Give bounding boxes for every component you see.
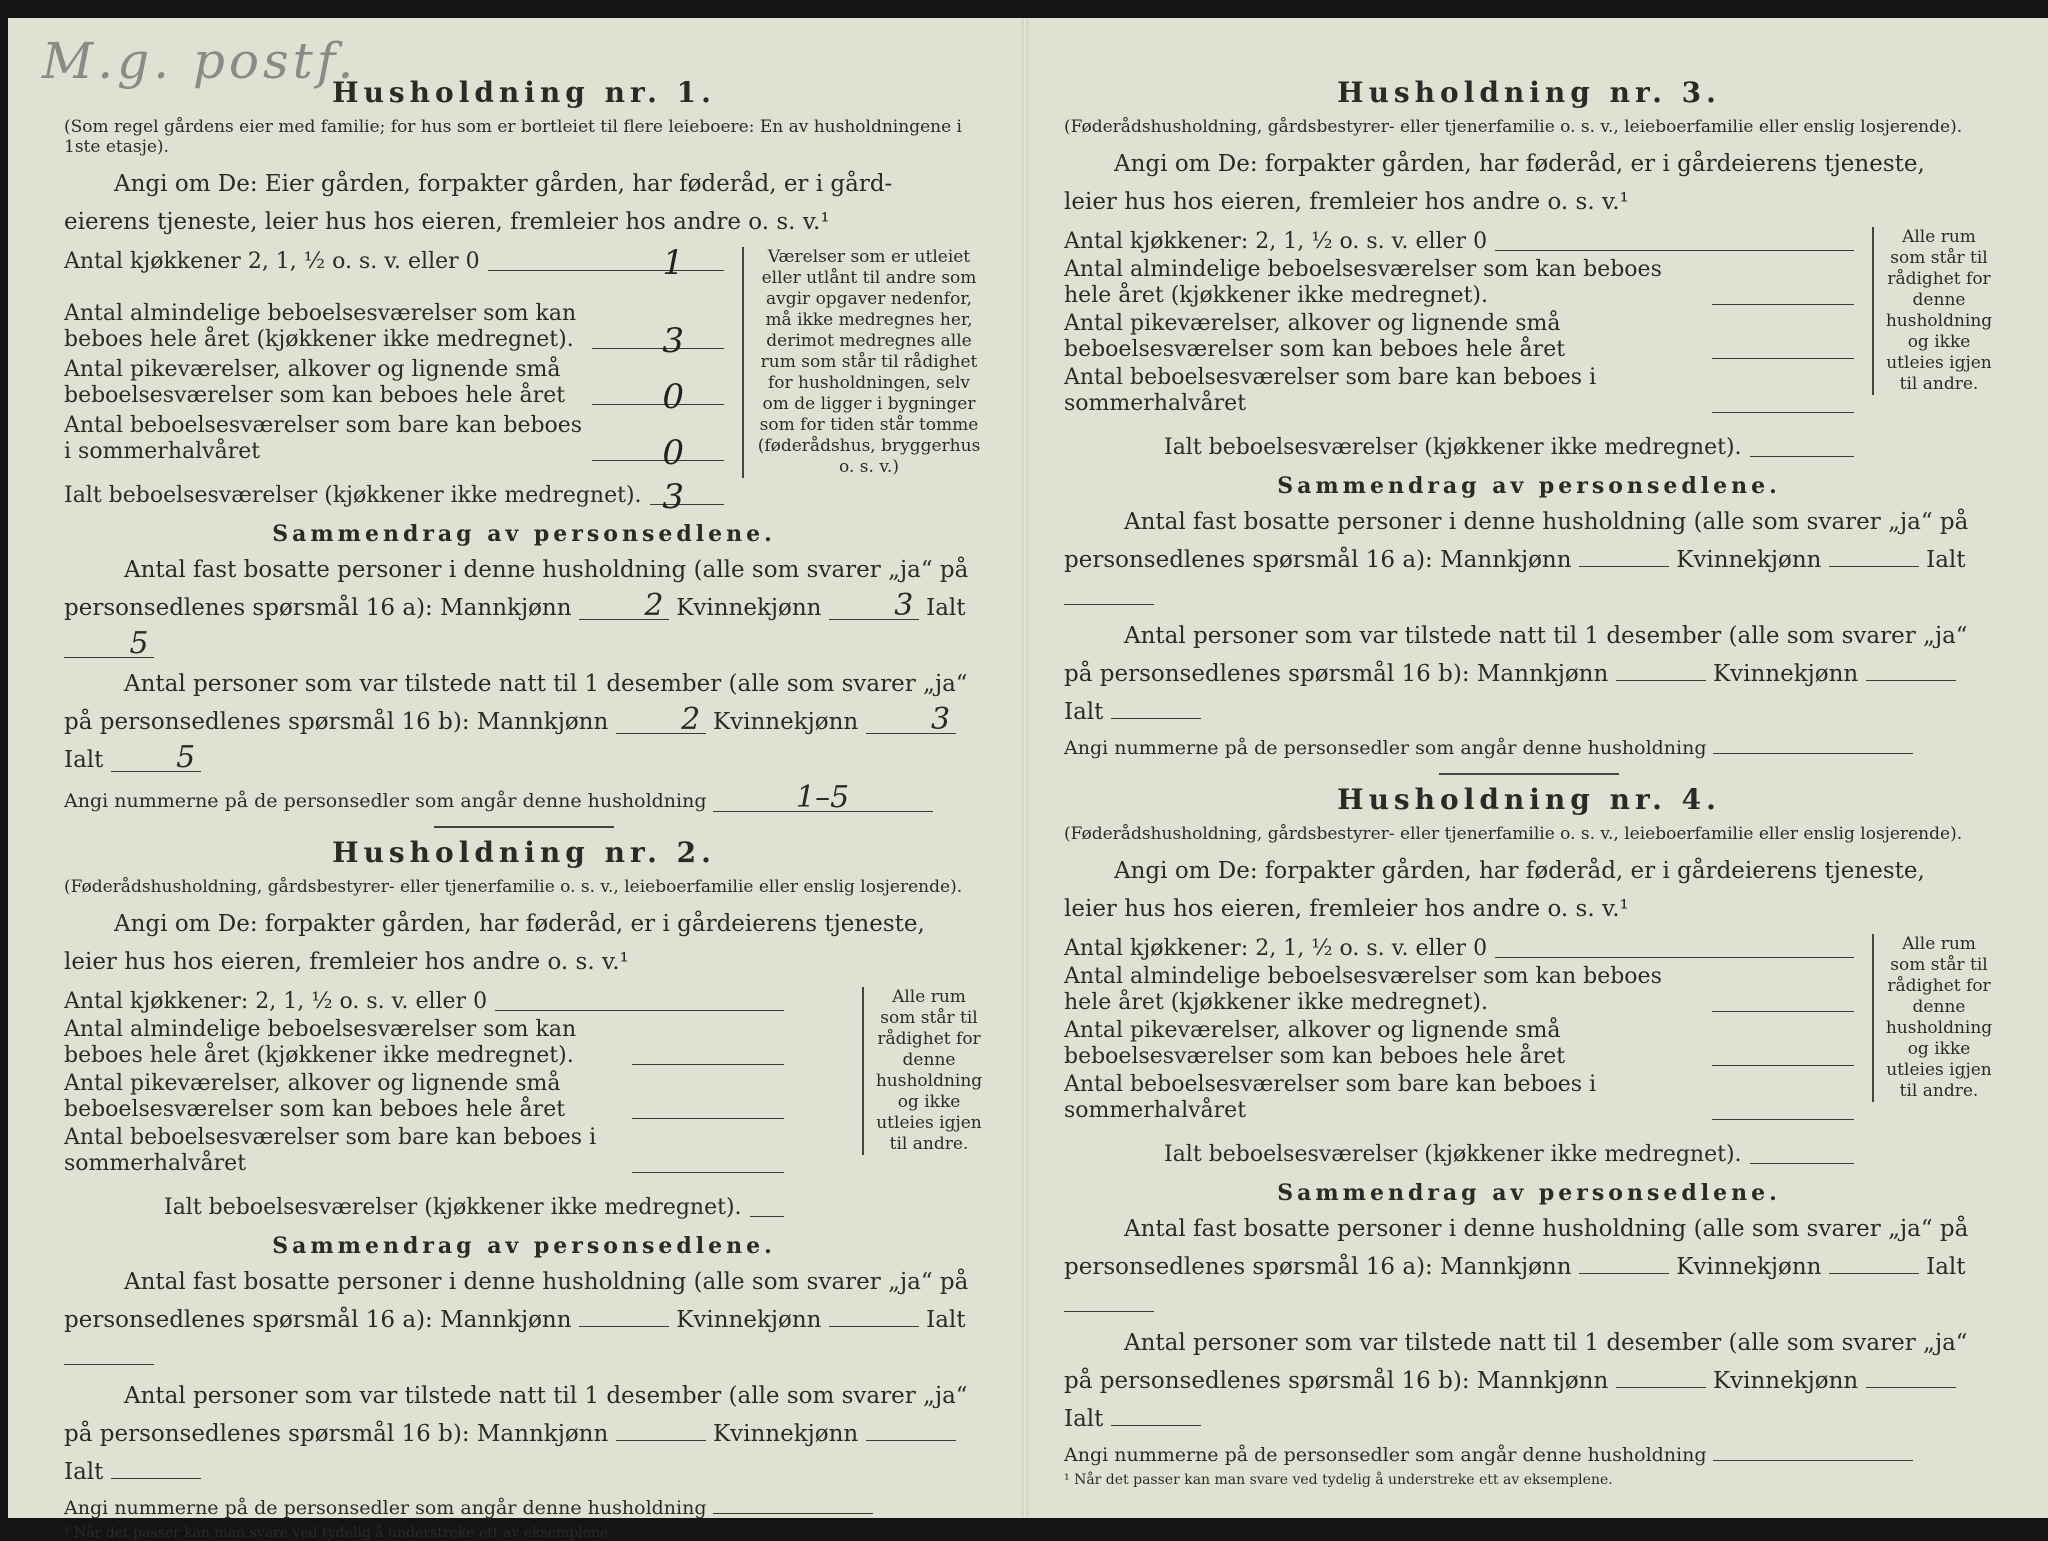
household-4-tilstede-text: Antal personer som var tilstede natt til 1 desember (alle som svarer „ja“ på personsedlenes spørsmål 16 b): Mannkjønn Kvinnekjønn Ialt [1064,1330,1968,1432]
household-3-side-note: Alle rum som står til rådighet for denne husholdning og ikke utleies igjen til andre. [1872,227,1994,395]
pencil-annotation: M.g. postf. [42,32,358,90]
household-1 [64,76,984,815]
room-row: Antal beboelsesværelser som bare kan beboes i sommerhalvåret [1064,1070,1854,1124]
household-1-tilstede-text: Antal personer som var tilstede natt til 1 desember (alle som svarer „ja“ på personsedlenes spørsmål 16 b): Mannkjønn 2 Kvinnekjønn 3 Ialt 5 [64,671,968,775]
room-row: Antal almindelige beboelsesværelser som kan beboes hele året (kjøkkener ikke medregnet). [1064,255,1854,309]
room-row: Antal kjøkkener 2, 1, ½ o. s. v. eller 0 1 [64,247,724,275]
footnote: ¹ Når det passer kan man svare ved tydelig å understreke ett av eksemplene. [1064,1472,1613,1488]
household-3-tilstede-text: Antal personer som var tilstede natt til 1 desember (alle som svarer „ja“ på personsedlenes spørsmål 16 b): Mannkjønn Kvinnekjønn Ialt [1064,623,1968,725]
nummer-value: 1–5 [713,785,933,812]
footnote: ¹ Når det passer kan man svare ved tydelig å understreke ett av eksemplene. [64,1525,613,1541]
household-1-side-note: Værelser som er utleiet eller utlånt til andre som avgir opgaver nedenfor, må ikke medregnes her, derimot medregnes alle rum som står til rådighet for husholdningen, selv om de ligger i bygninger som for tiden står tomme (føderådshus, bryggerhus o. s. v.) [742,247,984,478]
household-4-nummer: Angi nummerne på de personsedler som angår denne husholdning [1064,1444,1994,1466]
household-2-note: (Føderådshusholdning, gårdsbestyrer- eller tjenerfamilie o. s. v., leieboerfamilie eller enslig losjerende). [64,877,963,897]
household-1-summary-title: Sammendrag av personsedlene. [272,521,776,547]
room-value: 0 [662,377,684,417]
household-1-title: Husholdning nr. 1. [332,76,716,109]
section-divider [1439,773,1619,775]
room-total-row: Ialt beboelsesværelser (kjøkkener ikke medregnet). [1064,1134,1854,1168]
household-4-fast-text: Antal fast bosatte personer i denne husholdning (alle som svarer „ja“ på personsedlenes spørsmål 16 a): Mannkjønn Kvinnekjønn Ialt [1064,1210,1994,1324]
household-1-note: (Som regel gårdens eier med familie; for hus som er bortleiet til flere leieboere: En av husholdningene i 1ste etasje). [64,117,962,157]
household-3-angi-line2: leier hus hos eieren, fremleier hos andre o. s. v.¹ [1064,189,1629,215]
room-total-row: Ialt beboelsesværelser (kjøkkener ikke medregnet). [1064,427,1854,461]
household-3 [1064,76,1994,759]
household-1-angi-line2: eierens tjeneste, leier hus hos eieren, fremleier hos andre o. s. v.¹ [64,209,830,235]
room-total-value: 3 [662,477,684,517]
room-row: Antal pikeværelser, alkover og lignende små beboelsesværelser som kan beboes hele året [64,1069,784,1123]
household-4-rooms [1064,934,1994,1168]
household-4-angi-line2: leier hus hos eieren, fremleier hos andre o. s. v.¹ [1064,896,1629,922]
fast-ialt-value: 5 [64,631,154,658]
household-2-tilstede-text: Antal personer som var tilstede natt til 1 desember (alle som svarer „ja“ på personsedlenes spørsmål 16 b): Mannkjønn Kvinnekjønn Ialt [64,1383,968,1485]
household-3-nummer: Angi nummerne på de personsedler som angår denne husholdning [1064,737,1994,759]
room-value: 3 [662,321,684,361]
fast-kvinne-value: 3 [829,593,919,620]
household-2-angi-line2: leier hus hos eieren, fremleier hos andre o. s. v.¹ [64,949,629,975]
household-4-angi-line1: Angi om De: forpakter gården, har føderåd, er i gårdeierens tjeneste, [1114,858,1925,884]
household-3-summary-title: Sammendrag av personsedlene. [1277,473,1781,499]
household-2-title: Husholdning nr. 2. [332,836,716,869]
tilstede-mann-value: 2 [616,707,706,734]
room-row: Antal beboelsesværelser som bare kan beboes i sommerhalvåret [1064,363,1854,417]
fast-mann-value: 2 [579,593,669,620]
household-3-title: Husholdning nr. 3. [1337,76,1721,109]
room-row: Antal almindelige beboelsesværelser som kan beboes hele året (kjøkkener ikke medregnet). 3 [64,275,724,353]
room-row: Antal almindelige beboelsesværelser som kan beboes hele året (kjøkkener ikke medregnet). [64,1015,784,1069]
room-total-row: Ialt beboelsesværelser (kjøkkener ikke medregnet). [64,1187,784,1221]
right-page [1064,76,1994,1488]
tilstede-kvinne-value: 3 [866,707,956,734]
household-2-summary-title: Sammendrag av personsedlene. [272,1233,776,1259]
room-row: Antal kjøkkener: 2, 1, ½ o. s. v. eller 0 [1064,227,1854,255]
household-1-rooms [64,243,984,517]
household-3-note: (Føderådshusholdning, gårdsbestyrer- eller tjenerfamilie o. s. v., leieboerfamilie eller enslig losjerende). [1064,117,1963,137]
tilstede-ialt-value: 5 [111,745,201,772]
household-4-title: Husholdning nr. 4. [1337,783,1721,816]
room-row: Antal pikeværelser, alkover og lignende små beboelsesværelser som kan beboes hele året [1064,1016,1854,1070]
household-2-nummer: Angi nummerne på de personsedler som angår denne husholdning [64,1497,984,1519]
household-2-fast-text: Antal fast bosatte personer i denne husholdning (alle som svarer „ja“ på personsedlenes spørsmål 16 a): Mannkjønn Kvinnekjønn Ialt [64,1263,984,1377]
section-divider [434,826,614,828]
household-4-summary-title: Sammendrag av personsedlene. [1277,1180,1781,1206]
room-value: 1 [662,243,684,283]
room-row: Antal beboelsesværelser som bare kan beboes i sommerhalvåret 0 [64,409,724,465]
household-4-note: (Føderådshusholdning, gårdsbestyrer- eller tjenerfamilie o. s. v., leieboerfamilie eller enslig losjerende). [1064,824,1963,844]
room-total-row: Ialt beboelsesværelser (kjøkkener ikke medregnet). 3 [64,475,724,509]
household-3-rooms [1064,227,1994,461]
household-3-angi-line1: Angi om De: forpakter gården, har føderåd, er i gårdeierens tjeneste, [1114,151,1925,177]
household-2-angi-line1: Angi om De: forpakter gården, har føderåd, er i gårdeierens tjeneste, [114,911,925,937]
household-1-nummer: Angi nummerne på de personsedler som angår denne husholdning 1–5 [64,785,984,812]
household-1-fast-text: Antal fast bosatte personer i denne husholdning (alle som svarer „ja“ på personsedlenes spørsmål 16 a): Mannkjønn 2 Kvinnekjønn 3 Ialt 5 [64,557,969,661]
household-1-angi-line1: Angi om De: Eier gården, forpakter gården, har føderåd, er i gård- [114,171,893,197]
household-2-rooms [64,987,984,1221]
room-row: Antal pikeværelser, alkover og lignende små beboelsesværelser som kan beboes hele året 0 [64,353,724,409]
room-row: Antal almindelige beboelsesværelser som kan beboes hele året (kjøkkener ikke medregnet). [1064,962,1854,1016]
room-row: Antal beboelsesværelser som bare kan beboes i sommerhalvåret [64,1123,784,1177]
left-page [64,76,984,1541]
household-1-room-rows [64,243,724,517]
household-3-fast-text: Antal fast bosatte personer i denne husholdning (alle som svarer „ja“ på personsedlenes spørsmål 16 a): Mannkjønn Kvinnekjønn Ialt [1064,503,1994,617]
household-4-side-note: Alle rum som står til rådighet for denne husholdning og ikke utleies igjen til andre. [1872,934,1994,1102]
household-4 [1064,783,1994,1488]
room-value: 0 [662,433,684,473]
census-form-sheet [8,18,2048,1541]
room-row: Antal pikeværelser, alkover og lignende små beboelsesværelser som kan beboes hele året [1064,309,1854,363]
household-2 [64,836,984,1541]
room-row: Antal kjøkkener: 2, 1, ½ o. s. v. eller 0 [64,987,784,1015]
household-2-side-note: Alle rum som står til rådighet for denne husholdning og ikke utleies igjen til andre. [862,987,984,1155]
room-row: Antal kjøkkener: 2, 1, ½ o. s. v. eller 0 [1064,934,1854,962]
page-fold [1022,18,1028,1518]
